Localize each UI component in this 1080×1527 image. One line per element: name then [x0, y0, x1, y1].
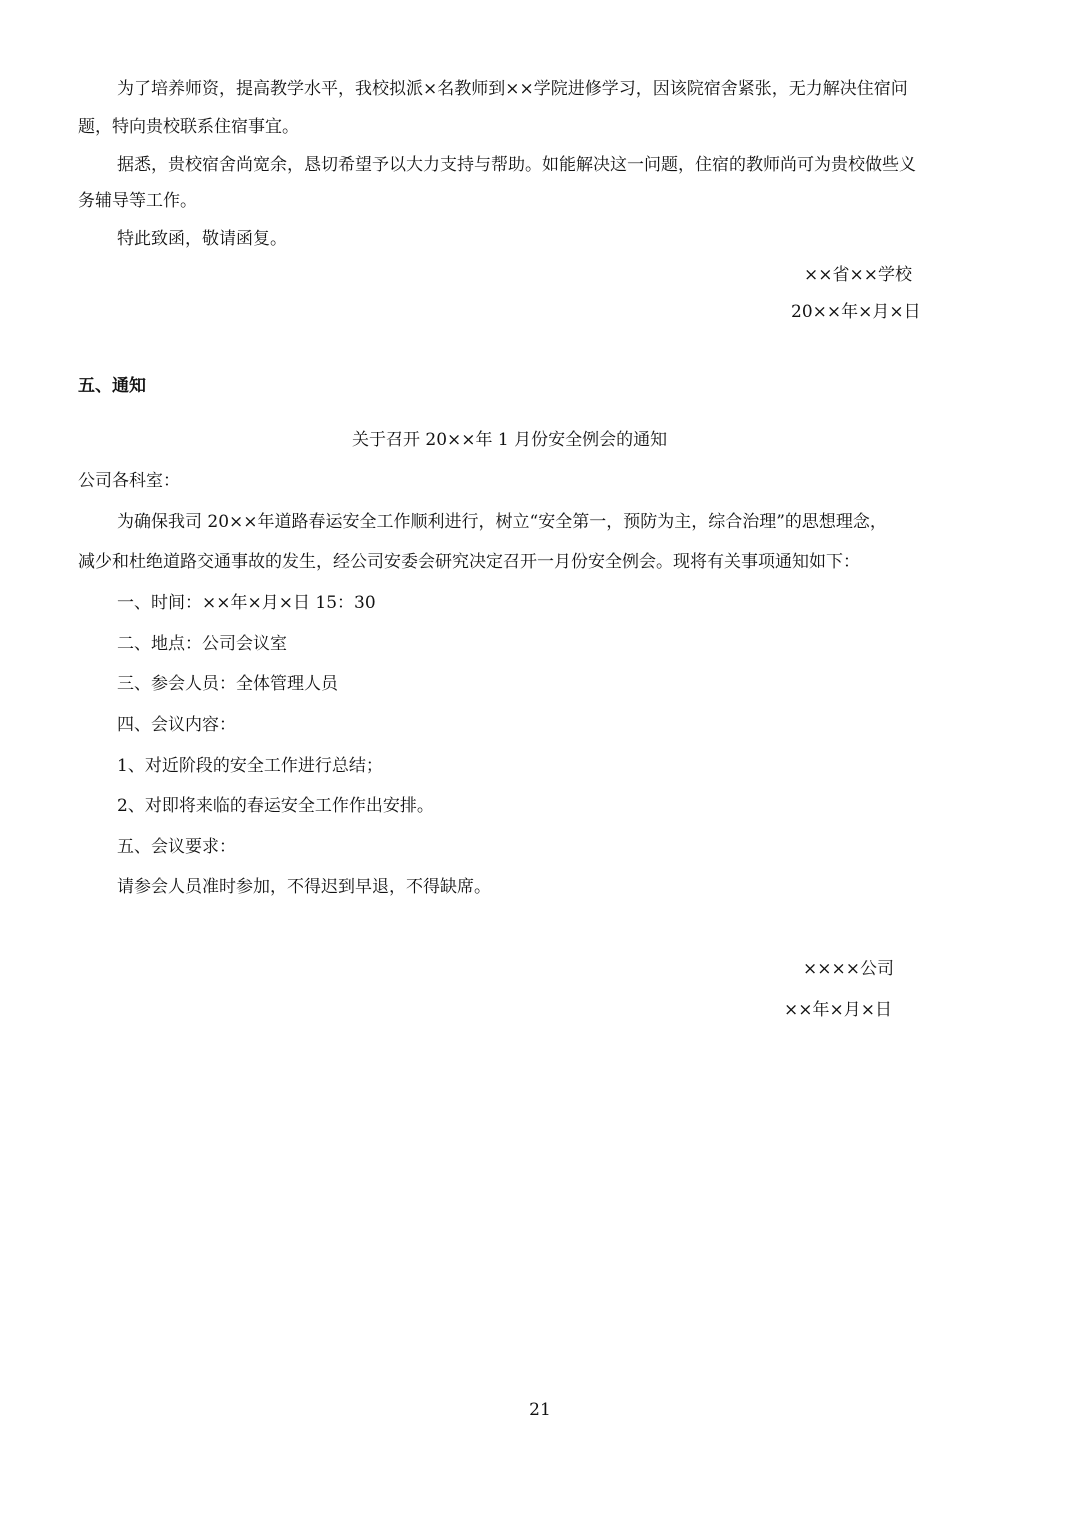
letter-paragraph-1-line-1: 为了培养师资，提高教学水平，我校拟派×名教师到××学院进修学习，因该院宿舍紧张，无力解决住宿问	[117, 79, 908, 99]
notice-title: 关于召开 20××年 1 月份安全例会的通知	[352, 430, 668, 450]
notice-item: 二、地点：公司会议室	[117, 634, 287, 654]
notice-item: 2、对即将来临的春运安全工作作出安排。	[117, 796, 434, 816]
notice-item: 三、参会人员：全体管理人员	[117, 674, 338, 694]
page-number: 21	[529, 1400, 551, 1420]
letter-signature: ××省××学校	[804, 265, 912, 285]
letter-paragraph-3: 特此致函，敬请函复。	[117, 229, 287, 249]
letter-paragraph-2-line-1: 据悉，贵校宿舍尚宽余，恳切希望予以大力支持与帮助。如能解决这一问题，住宿的教师尚可为贵校做些义	[117, 155, 916, 175]
notice-item: 四、会议内容：	[117, 715, 236, 735]
letter-paragraph-2-line-2: 务辅导等工作。	[78, 191, 197, 211]
section-title: 五、通知	[78, 376, 146, 396]
notice-intro-line-2: 减少和杜绝道路交通事故的发生，经公司安委会研究决定召开一月份安全例会。现将有关事项通知如下：	[78, 552, 860, 572]
notice-item: 五、会议要求：	[117, 837, 236, 857]
letter-paragraph-1-line-2: 题，特向贵校联系住宿事宜。	[78, 117, 299, 137]
notice-item: 请参会人员准时参加，不得迟到早退，不得缺席。	[117, 877, 491, 897]
notice-date: ××年×月×日	[784, 1000, 892, 1020]
letter-date: 20××年×月×日	[791, 302, 921, 322]
notice-signature: ××××公司	[803, 959, 894, 979]
notice-intro-line-1: 为确保我司 20××年道路春运安全工作顺利进行，树立“安全第一，预防为主，综合治理”的思想理念，	[117, 512, 887, 532]
notice-item: 一、时间：××年×月×日 15：30	[117, 593, 376, 613]
notice-item: 1、对近阶段的安全工作进行总结；	[117, 756, 383, 776]
notice-salutation: 公司各科室：	[78, 471, 180, 491]
